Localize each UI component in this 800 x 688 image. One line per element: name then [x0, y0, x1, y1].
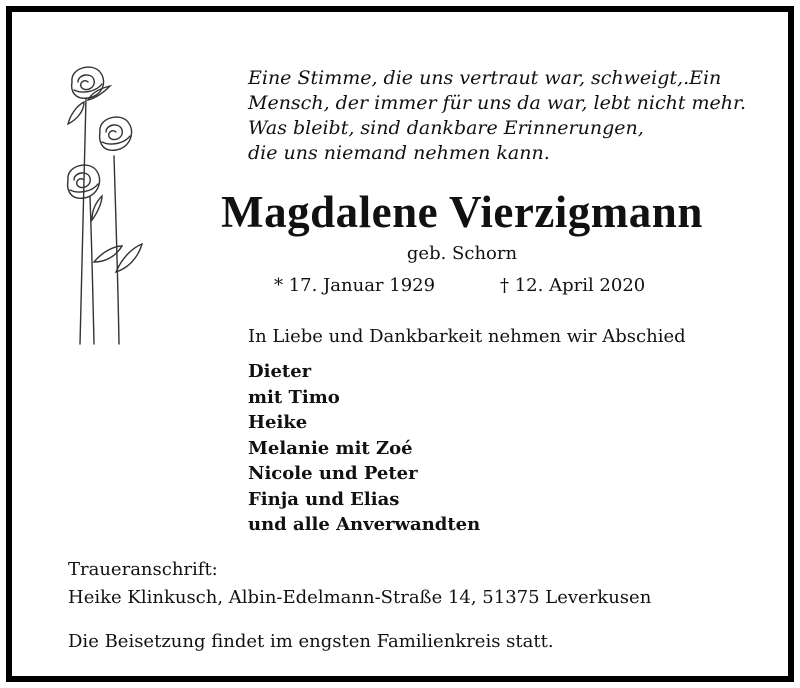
address-label: Traueranschrift:	[68, 559, 218, 580]
deceased-name: Magdalene Vierzigmann	[221, 187, 703, 237]
mourner-name: Dieter	[248, 361, 312, 382]
death-date: † 12. April 2020	[500, 275, 646, 296]
funeral-note: Die Beisetzung findet im engsten Familienkreis statt.	[68, 631, 554, 652]
mourning-address: Heike Klinkusch, Albin-Edelmann-Straße 14, 51375 Leverkusen	[68, 587, 652, 608]
birth-date: * 17. Januar 1929	[274, 275, 436, 296]
mourner-name: Melanie mit Zoé	[248, 437, 413, 459]
mourner-name: Heike	[248, 412, 308, 433]
mourner-name: Nicole und Peter	[248, 463, 418, 484]
mourner-name: und alle Anverwandten	[248, 514, 481, 535]
quote-line: die uns niemand nehmen kann.	[248, 142, 550, 164]
mourner-name: Finja und Elias	[248, 488, 400, 510]
mourners-list	[248, 359, 480, 538]
farewell-line: In Liebe und Dankbarkeit nehmen wir Abschied	[248, 326, 686, 347]
obituary-notice	[6, 6, 794, 682]
memorial-quote	[248, 66, 747, 166]
maiden-name: geb. Schorn	[406, 243, 518, 264]
roses-line-drawing-icon	[62, 62, 152, 352]
mourner-name: mit Timo	[248, 386, 340, 408]
quote-line: Eine Stimme, die uns vertraut war, schweigt,.Ein	[248, 67, 722, 89]
quote-line: Was bleibt, sind dankbare Erinnerungen,	[248, 117, 644, 139]
quote-line: Mensch, der immer für uns da war, lebt nicht mehr.	[248, 92, 747, 114]
